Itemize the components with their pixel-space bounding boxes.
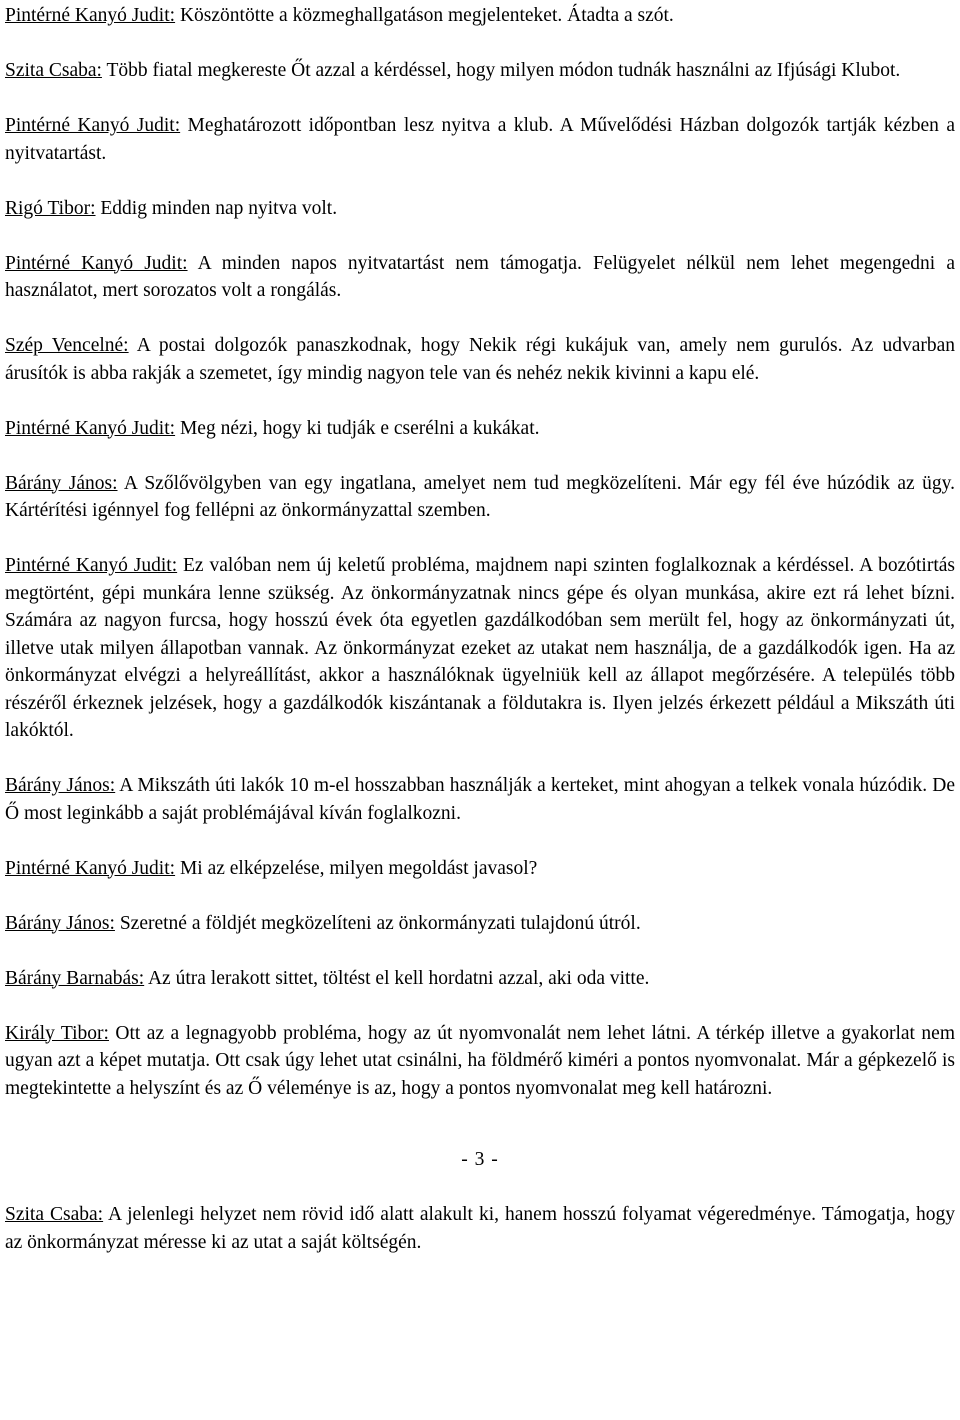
statement-paragraph: [5, 112, 955, 167]
page-number: - 3 -: [461, 1149, 499, 1170]
statement-paragraph: [5, 57, 955, 85]
statement-text: Mi az elképzelése, milyen megoldást javasol?: [175, 857, 538, 879]
speaker-name: Bárány Barnabás:: [5, 967, 145, 989]
speaker-name: Bárány János:: [5, 912, 115, 934]
statement-paragraph: [5, 1201, 955, 1256]
speaker-name: Szép Vencelné:: [5, 335, 129, 356]
statement-paragraph: [5, 772, 955, 827]
speaker-name: Pintérné Kanyó Judit:: [5, 115, 181, 136]
speaker-name: Pintérné Kanyó Judit:: [5, 555, 178, 576]
speaker-name: Bárány János:: [5, 472, 118, 494]
statement-paragraph: [5, 965, 955, 993]
statement-paragraph: [5, 415, 955, 443]
statement-text: Köszöntötte a közmeghallgatáson megjelenteket. Átadta a szót.: [175, 5, 674, 26]
speaker-name: Rigó Tibor:: [5, 197, 96, 219]
speaker-name: Szita Csaba:: [5, 1204, 104, 1225]
minutes-section-top: [5, 2, 955, 1102]
speaker-name: Pintérné Kanyó Judit:: [5, 857, 176, 879]
statement-paragraph: [5, 332, 955, 387]
statement-text: A Szőlővölgyben van egy ingatlana, amelyet nem tud megközelíteni. Már egy fél éve húzódik az ügy. Kártérítési igénnyel fog fellépni az önkormányzattal szemben.: [5, 472, 955, 521]
statement-text: Eddig minden nap nyitva volt.: [95, 197, 338, 219]
statement-text: A postai dolgozók panaszkodnak, hogy Nekik régi kukájuk van, amely nem gurulós. Az udvarban árusítók is abba rakják a szemetet, így mindig nagyon tele van és nehéz nekik kivinni a kapu elé.: [5, 335, 955, 384]
speaker-name: Pintérné Kanyó Judit:: [5, 252, 188, 274]
document-page: [5, 2, 955, 1284]
statement-paragraph: [5, 910, 955, 938]
statement-paragraph: [5, 2, 955, 30]
speaker-name: Király Tibor:: [5, 1022, 109, 1044]
minutes-section-bottom: [5, 1201, 955, 1256]
statement-text: Meghatározott időpontban lesz nyitva a klub. A Művelődési Házban dolgozók tartják kézben a nyitvatartást.: [5, 115, 955, 164]
statement-text: Ez valóban nem új keletű probléma, majdnem napi szinten foglalkoznak a kérdéssel. A bozótirtás megtörtént, gépi munkára lenne szükség. Az önkormányzatnak nincs gépe és olyan munkása, akire ezt rá lehet bízni. Számára az nagyon furcsa, hogy hosszú évek óta egyetlen gazdálkodóban sem merült fel, hogy az önkormányzati út, illetve utak milyen állapotban vannak. Az önkormányzat ezeket az utakat nem használja, de a gazdálkodók igen. Ha az önkormányzat elvégzi a helyreállítást, akkor a használóknak ügyelniük kell az állapot megőrzésére. A település több részéről érkeznek jelzések, hogy a gazdálkodók kiszántanak a földutakra is. Ilyen jelzés érkezett például a Mikszáth úti lakóktól.: [5, 555, 955, 741]
speaker-name: Pintérné Kanyó Judit:: [5, 417, 176, 439]
speaker-name: Bárány János:: [5, 775, 116, 796]
statement-text: Több fiatal megkereste Őt azzal a kérdéssel, hogy milyen módon tudnák használni az Ifjúsági Klubot.: [101, 60, 901, 81]
statement-text: Az útra lerakott sittet, töltést el kell hordatni azzal, aki oda vitte.: [144, 967, 650, 989]
statement-paragraph: [5, 470, 955, 525]
statement-paragraph: [5, 250, 955, 305]
statement-paragraph: [5, 855, 955, 883]
statement-paragraph: [5, 552, 955, 745]
speaker-name: Szita Csaba:: [5, 60, 102, 81]
statement-paragraph: [5, 195, 955, 223]
speaker-name: Pintérné Kanyó Judit:: [5, 5, 176, 26]
statement-text: Ott az a legnagyobb probléma, hogy az út nyomvonalát nem lehet látni. A térkép illetve a gyakorlat nem ugyan azt a képet mutatja. Ott csak úgy lehet utat csinálni, ha földmérő kiméri a pontos nyomvonalat. Már a gépkezelő is megtekintette a helyszínt és az Ő véleménye is az, hogy a pontos nyomvonalat meg kell határozni.: [5, 1022, 955, 1099]
statement-text: Meg nézi, hogy ki tudják e cserélni a kukákat.: [175, 417, 540, 439]
statement-paragraph: [5, 1020, 955, 1103]
statement-text: A jelenlegi helyzet nem rövid idő alatt alakult ki, hanem hosszú folyamat végeredménye. Támogatja, hogy az önkormányzat méresse ki az utat a saját költségén.: [5, 1204, 955, 1253]
statement-text: A Mikszáth úti lakók 10 m-el hosszabban használják a kerteket, mint ahogyan a telkek vonala húzódik. De Ő most leginkább a saját problémájával kíván foglalkozni.: [5, 775, 955, 824]
statement-text: Szeretné a földjét megközelíteni az önkormányzati tulajdonú útról.: [114, 912, 641, 934]
statement-text: A minden napos nyitvatartást nem támogatja. Felügyelet nélkül nem lehet megengedni a használatot, mert sorozatos volt a rongálás.: [5, 252, 955, 301]
